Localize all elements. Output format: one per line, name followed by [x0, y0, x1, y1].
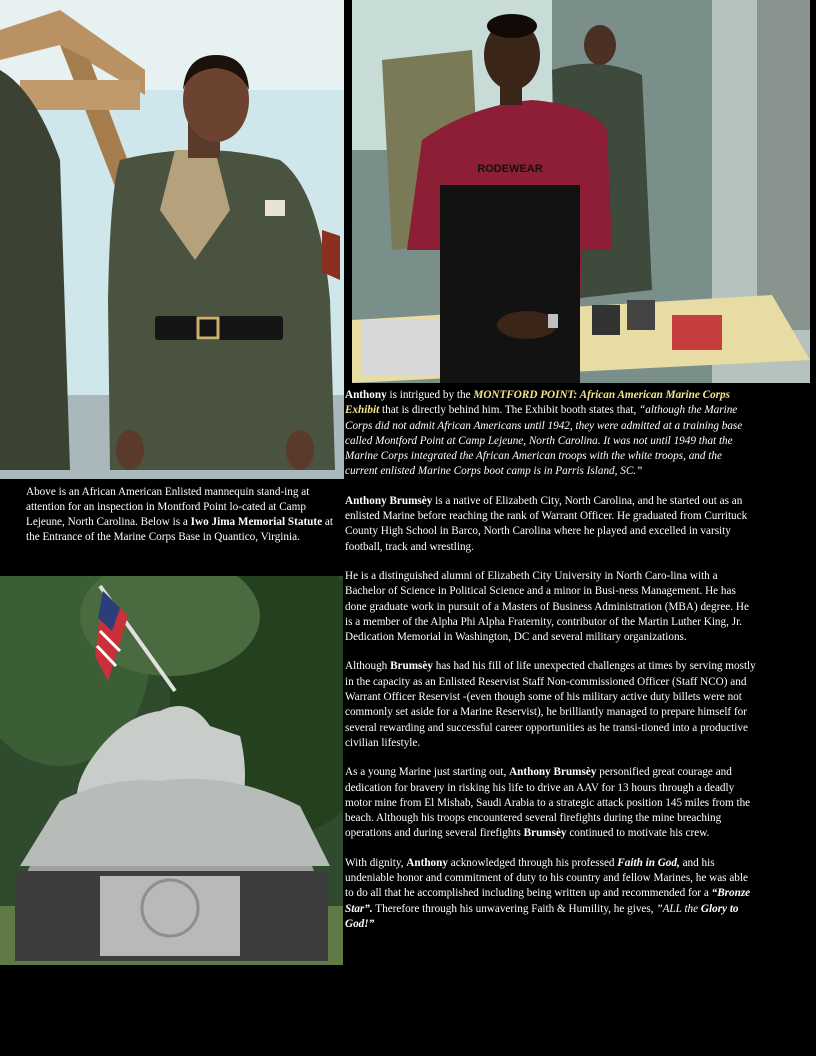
name-brumsey: Brumsèy — [390, 660, 433, 673]
iwojima-illustration — [0, 576, 343, 965]
mannequin-illustration — [0, 0, 344, 479]
p6-text-1: With dignity, — [345, 856, 407, 869]
name-anthony: Anthony — [345, 389, 387, 401]
p5-text-3: continued to motivate his crew. — [566, 827, 710, 840]
p3-text: He is a distinguished alumni of Elizabeth City University in North Caro-lina with a Bachelor of Science in Political Science and a minor in Busi-ness Management. He has done graduate work in pursuit of a Masters of Business Administration (MBA) degree. He is a member of the Alpha Phi Alpha Fraternity, contributor of the Martin Luther King, Jr. Dedication Memorial in Washington, DC and several military organizations. — [345, 569, 749, 644]
bronze-star: “Bronze Star”. — [345, 887, 751, 915]
caption-text-1: Above is an African American Enlisted mannequin stand-ing at attention for an inspection in Montford Point lo-cated at Camp Lejeune, North Carolina. Below is a — [26, 486, 310, 528]
p5-text-1: As a young Marine just starting out, — [345, 766, 510, 779]
name-anthony-brumsey-2: Anthony Brumsèy — [509, 766, 597, 779]
paragraph-bravery — [345, 765, 757, 841]
mannequin-photo — [0, 0, 344, 479]
paragraph-exhibit — [345, 388, 757, 480]
paragraph-faith — [345, 856, 757, 932]
visitor-photo — [352, 0, 810, 383]
glory-open: ”ALL the — [656, 902, 701, 915]
paragraph-native — [345, 494, 757, 555]
caption-text-2: at the Entrance of the Marine Corps Base in Quantico, Virginia. — [26, 516, 333, 543]
name-brumsey-2: Brumsèy — [523, 827, 567, 840]
p6-text-3: and his undeniable honor and commitment of duty to his country and fellow Marines, he was able to do all that he accomplished including being written up and recommended for a — [345, 856, 748, 900]
p1-text-2: that is directly behind him. The Exhibit booth states that, — [379, 404, 640, 417]
article-body — [345, 388, 757, 946]
shirt-logo: RODEWEAR — [477, 163, 543, 175]
mannequin-caption — [26, 485, 338, 545]
name-anthony-2: Anthony — [406, 856, 448, 869]
p1-text-1: is intrigued by the — [386, 389, 474, 401]
p6-text-4: Therefore through his unwavering Faith & Humility, he gives, — [372, 902, 657, 915]
paragraph-education — [345, 569, 757, 645]
caption-bold-iwojima: Iwo Jima Memorial Statute — [190, 516, 323, 528]
faith-in-god: Faith in God, — [617, 856, 680, 869]
p4-text-2: has had his fill of life unexpected challenges at times by serving mostly in the capacity as an Enlisted Reservist Staff Non-commissioned Officer (Staff NCO) and Warrant Officer Reservist -(even though some of his military active duty billets were not commonly set aside for a Marine Reservist), he brilliantly managed to prepare himself for several rewarding and successful career opportunities as he transi-tioned into a productive civilian lifestyle. — [345, 660, 756, 749]
exhibit-title: MONTFORD POINT: African American Marine Corps Exhibit — [345, 389, 730, 417]
visitor-illustration — [352, 0, 810, 383]
p5-text-2: personified great courage and dedication for bravery in risking his life to drive an AAV for 13 hours through a deadly motor mine from El Mishab, Saudi Arabia to a strategic attack position 145 miles from the beach. Although his troops encountered several firefights during the mine breaching operations and during several firefights — [345, 766, 751, 840]
p6-text-2: acknowledged through his professed — [447, 856, 618, 869]
p2-text: is a native of Elizabeth City, North Carolina, and he started out as an enlisted Marine before reaching the rank of Warrant Officer. He graduated from Currituck County High School in Barco, North Carolina where he played and excelled in varsity football, track and wrestling. — [345, 494, 748, 553]
exhibit-quote: “although the Marine Corps did not admit African Americans until 1942, they were admitted at a training base called Montford Point at Camp Lejeune, North Carolina. It was not until 1949 that the Marine Corps integrated the African American troops with the white troops, and the current enlisted Marine Corps boot camp is in Parris Island, SC.” — [345, 404, 743, 478]
glory-to-god: Glory to God!” — [345, 902, 739, 930]
iwojima-photo — [0, 576, 343, 965]
name-anthony-brumsey: Anthony Brumsèy — [345, 494, 433, 507]
p4-text-1: Although — [345, 660, 391, 673]
paragraph-reservist — [345, 659, 757, 751]
